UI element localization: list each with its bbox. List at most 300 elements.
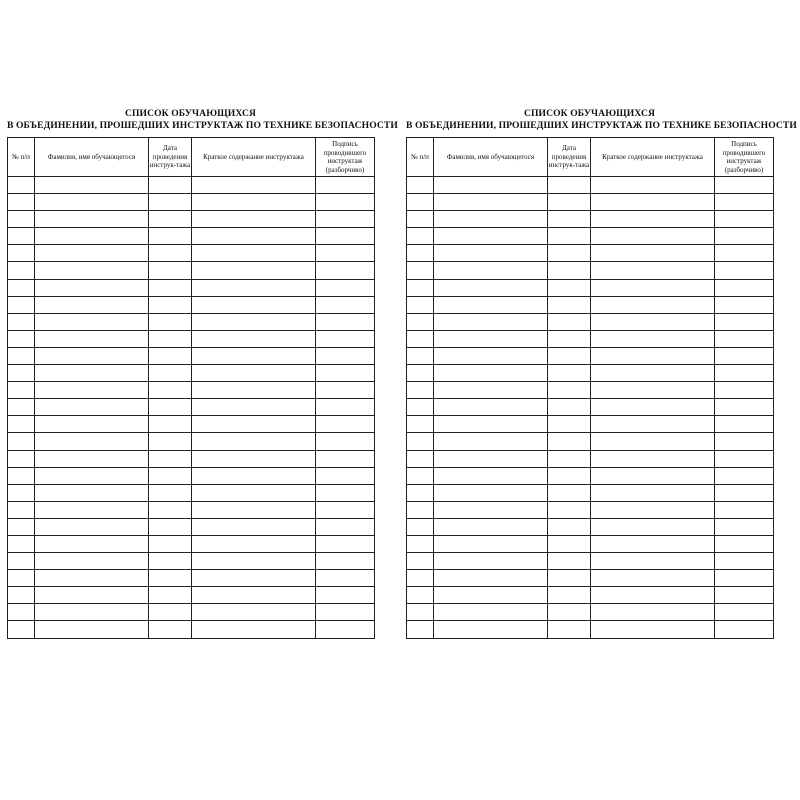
cell-signature[interactable]	[715, 296, 774, 313]
table-row	[8, 518, 375, 535]
cell-signature[interactable]	[715, 262, 774, 279]
table-row	[407, 194, 774, 211]
cell-student-name[interactable]	[35, 484, 149, 501]
cell-student-name[interactable]	[434, 365, 548, 382]
cell-number[interactable]	[8, 177, 35, 194]
cell-date[interactable]	[548, 501, 591, 518]
cell-date[interactable]	[548, 535, 591, 552]
cell-student-name[interactable]	[434, 347, 548, 364]
cell-signature[interactable]	[715, 535, 774, 552]
cell-signature[interactable]	[715, 587, 774, 604]
cell-number[interactable]	[8, 604, 35, 621]
cell-student-name[interactable]	[35, 570, 149, 587]
cell-student-name[interactable]	[35, 296, 149, 313]
cell-number[interactable]	[407, 621, 434, 638]
cell-student-name[interactable]	[434, 621, 548, 638]
cell-student-name[interactable]	[35, 382, 149, 399]
cell-summary[interactable]	[192, 604, 316, 621]
cell-student-name[interactable]	[35, 587, 149, 604]
cell-summary[interactable]	[192, 416, 316, 433]
table-row	[8, 330, 375, 347]
cell-date[interactable]	[149, 535, 192, 552]
cell-number[interactable]	[8, 330, 35, 347]
cell-student-name[interactable]	[434, 467, 548, 484]
cell-student-name[interactable]	[35, 228, 149, 245]
cell-student-name[interactable]	[434, 570, 548, 587]
cell-number[interactable]	[407, 211, 434, 228]
cell-student-name[interactable]	[434, 211, 548, 228]
cell-date[interactable]	[149, 467, 192, 484]
table-row	[407, 177, 774, 194]
cell-signature[interactable]	[316, 313, 375, 330]
cell-summary[interactable]	[591, 416, 715, 433]
cell-student-name[interactable]	[434, 313, 548, 330]
cell-summary[interactable]	[192, 450, 316, 467]
column-header-number: № п/п	[407, 138, 434, 177]
table-row	[407, 484, 774, 501]
cell-signature[interactable]	[715, 501, 774, 518]
instruction-table	[406, 137, 774, 639]
cell-summary[interactable]	[591, 194, 715, 211]
cell-summary[interactable]	[591, 501, 715, 518]
cell-signature[interactable]	[316, 211, 375, 228]
cell-signature[interactable]	[316, 450, 375, 467]
cell-student-name[interactable]	[434, 330, 548, 347]
cell-student-name[interactable]	[35, 365, 149, 382]
cell-student-name[interactable]	[434, 484, 548, 501]
table-row	[8, 279, 375, 296]
cell-signature[interactable]	[316, 262, 375, 279]
cell-student-name[interactable]	[35, 450, 149, 467]
cell-summary[interactable]	[591, 365, 715, 382]
cell-summary[interactable]	[192, 518, 316, 535]
cell-signature[interactable]	[316, 330, 375, 347]
cell-student-name[interactable]	[35, 553, 149, 570]
cell-summary[interactable]	[591, 211, 715, 228]
cell-summary[interactable]	[591, 467, 715, 484]
cell-date[interactable]	[548, 347, 591, 364]
cell-summary[interactable]	[192, 433, 316, 450]
column-header-student-name: Фамилия, имя обучающегося	[434, 138, 548, 177]
cell-date[interactable]	[548, 330, 591, 347]
cell-student-name[interactable]	[434, 518, 548, 535]
cell-signature[interactable]	[316, 433, 375, 450]
table-row	[407, 433, 774, 450]
cell-date[interactable]	[548, 177, 591, 194]
cell-signature[interactable]	[715, 570, 774, 587]
cell-summary[interactable]	[591, 296, 715, 313]
table-row	[407, 570, 774, 587]
cell-student-name[interactable]	[35, 433, 149, 450]
cell-student-name[interactable]	[434, 416, 548, 433]
cell-student-name[interactable]	[35, 330, 149, 347]
cell-number[interactable]	[407, 484, 434, 501]
cell-signature[interactable]	[316, 365, 375, 382]
cell-signature[interactable]	[715, 347, 774, 364]
cell-date[interactable]	[548, 570, 591, 587]
cell-date[interactable]	[149, 382, 192, 399]
cell-student-name[interactable]	[434, 262, 548, 279]
cell-signature[interactable]	[715, 279, 774, 296]
cell-summary[interactable]	[591, 484, 715, 501]
cell-summary[interactable]	[192, 313, 316, 330]
cell-signature[interactable]	[316, 399, 375, 416]
cell-signature[interactable]	[316, 553, 375, 570]
page-title	[406, 108, 797, 132]
cell-number[interactable]	[407, 296, 434, 313]
cell-signature[interactable]	[316, 518, 375, 535]
cell-number[interactable]	[8, 211, 35, 228]
cell-number[interactable]	[8, 382, 35, 399]
cell-student-name[interactable]	[35, 347, 149, 364]
cell-date[interactable]	[149, 279, 192, 296]
cell-date[interactable]	[149, 177, 192, 194]
cell-signature[interactable]	[316, 604, 375, 621]
cell-number[interactable]	[407, 245, 434, 262]
cell-summary[interactable]	[192, 382, 316, 399]
cell-signature[interactable]	[715, 518, 774, 535]
column-header-date: Дата проведения инструк-тажа	[149, 138, 192, 177]
cell-date[interactable]	[149, 313, 192, 330]
cell-summary[interactable]	[192, 365, 316, 382]
cell-student-name[interactable]	[35, 501, 149, 518]
cell-signature[interactable]	[316, 347, 375, 364]
cell-summary[interactable]	[192, 347, 316, 364]
cell-signature[interactable]	[316, 587, 375, 604]
column-header-signature: Подпись проводившего инструктаж (разборчиво)	[316, 138, 375, 177]
table-row	[8, 553, 375, 570]
column-header-student-name: Фамилия, имя обучающегося	[35, 138, 149, 177]
table-row	[8, 621, 375, 638]
cell-signature[interactable]	[316, 570, 375, 587]
cell-summary[interactable]	[591, 245, 715, 262]
table-row	[8, 194, 375, 211]
cell-number[interactable]	[407, 365, 434, 382]
cell-summary[interactable]	[192, 262, 316, 279]
cell-date[interactable]	[548, 228, 591, 245]
cell-student-name[interactable]	[434, 382, 548, 399]
cell-date[interactable]	[548, 365, 591, 382]
title-line-1: СПИСОК ОБУЧАЮЩИХСЯ	[523, 108, 656, 119]
cell-signature[interactable]	[715, 433, 774, 450]
title-line-2: В ОБЪЕДИНЕНИИ, ПРОШЕДШИХ ИНСТРУКТАЖ ПО ТЕХНИКЕ БЕЗОПАСНОСТИ	[406, 120, 797, 131]
cell-summary[interactable]	[192, 330, 316, 347]
column-header-number: № п/п	[8, 138, 35, 177]
cell-date[interactable]	[149, 245, 192, 262]
cell-student-name[interactable]	[35, 245, 149, 262]
cell-summary[interactable]	[591, 433, 715, 450]
cell-summary[interactable]	[192, 553, 316, 570]
cell-signature[interactable]	[715, 604, 774, 621]
cell-date[interactable]	[149, 553, 192, 570]
cell-number[interactable]	[8, 262, 35, 279]
cell-date[interactable]	[548, 416, 591, 433]
cell-signature[interactable]	[316, 194, 375, 211]
cell-date[interactable]	[548, 450, 591, 467]
cell-signature[interactable]	[316, 382, 375, 399]
cell-student-name[interactable]	[434, 245, 548, 262]
cell-number[interactable]	[8, 518, 35, 535]
cell-date[interactable]	[149, 228, 192, 245]
cell-number[interactable]	[8, 296, 35, 313]
cell-student-name[interactable]	[434, 296, 548, 313]
cell-date[interactable]	[149, 450, 192, 467]
cell-summary[interactable]	[591, 621, 715, 638]
cell-date[interactable]	[149, 399, 192, 416]
cell-summary[interactable]	[192, 228, 316, 245]
cell-number[interactable]	[8, 450, 35, 467]
cell-number[interactable]	[407, 347, 434, 364]
cell-signature[interactable]	[715, 621, 774, 638]
cell-student-name[interactable]	[434, 194, 548, 211]
cell-date[interactable]	[149, 433, 192, 450]
cell-summary[interactable]	[192, 194, 316, 211]
cell-date[interactable]	[548, 313, 591, 330]
cell-signature[interactable]	[316, 228, 375, 245]
cell-number[interactable]	[8, 365, 35, 382]
cell-summary[interactable]	[192, 279, 316, 296]
cell-student-name[interactable]	[35, 604, 149, 621]
cell-summary[interactable]	[192, 177, 316, 194]
cell-date[interactable]	[149, 330, 192, 347]
cell-number[interactable]	[8, 313, 35, 330]
cell-date[interactable]	[548, 587, 591, 604]
cell-summary[interactable]	[192, 587, 316, 604]
cell-number[interactable]	[407, 570, 434, 587]
cell-number[interactable]	[407, 604, 434, 621]
cell-date[interactable]	[548, 467, 591, 484]
cell-date[interactable]	[548, 621, 591, 638]
cell-date[interactable]	[548, 553, 591, 570]
cell-number[interactable]	[407, 228, 434, 245]
cell-summary[interactable]	[192, 399, 316, 416]
column-header-date: Дата проведения инструк-тажа	[548, 138, 591, 177]
cell-number[interactable]	[8, 553, 35, 570]
cell-signature[interactable]	[715, 467, 774, 484]
cell-student-name[interactable]	[35, 262, 149, 279]
cell-summary[interactable]	[192, 570, 316, 587]
cell-number[interactable]	[407, 587, 434, 604]
cell-number[interactable]	[407, 535, 434, 552]
cell-summary[interactable]	[192, 245, 316, 262]
cell-number[interactable]	[407, 467, 434, 484]
cell-student-name[interactable]	[35, 518, 149, 535]
cell-signature[interactable]	[715, 313, 774, 330]
cell-date[interactable]	[149, 365, 192, 382]
cell-student-name[interactable]	[35, 467, 149, 484]
cell-date[interactable]	[548, 518, 591, 535]
cell-signature[interactable]	[715, 330, 774, 347]
cell-summary[interactable]	[591, 262, 715, 279]
cell-signature[interactable]	[715, 553, 774, 570]
cell-summary[interactable]	[192, 535, 316, 552]
cell-summary[interactable]	[591, 535, 715, 552]
table-row	[8, 604, 375, 621]
cell-student-name[interactable]	[35, 279, 149, 296]
cell-summary[interactable]	[591, 399, 715, 416]
cell-signature[interactable]	[715, 194, 774, 211]
cell-signature[interactable]	[715, 211, 774, 228]
cell-signature[interactable]	[316, 501, 375, 518]
table-row	[407, 365, 774, 382]
cell-student-name[interactable]	[434, 501, 548, 518]
cell-number[interactable]	[8, 570, 35, 587]
cell-number[interactable]	[407, 382, 434, 399]
cell-date[interactable]	[149, 518, 192, 535]
cell-summary[interactable]	[591, 313, 715, 330]
cell-number[interactable]	[8, 279, 35, 296]
cell-date[interactable]	[548, 262, 591, 279]
cell-summary[interactable]	[192, 467, 316, 484]
cell-number[interactable]	[8, 587, 35, 604]
cell-signature[interactable]	[316, 177, 375, 194]
cell-number[interactable]	[407, 194, 434, 211]
cell-signature[interactable]	[316, 416, 375, 433]
cell-signature[interactable]	[316, 245, 375, 262]
cell-number[interactable]	[407, 518, 434, 535]
cell-date[interactable]	[548, 296, 591, 313]
cell-date[interactable]	[149, 587, 192, 604]
table-row	[8, 313, 375, 330]
cell-summary[interactable]	[192, 501, 316, 518]
cell-number[interactable]	[8, 467, 35, 484]
cell-student-name[interactable]	[35, 194, 149, 211]
cell-student-name[interactable]	[35, 313, 149, 330]
cell-signature[interactable]	[316, 484, 375, 501]
cell-number[interactable]	[407, 313, 434, 330]
cell-student-name[interactable]	[35, 416, 149, 433]
cell-summary[interactable]	[591, 518, 715, 535]
cell-date[interactable]	[548, 211, 591, 228]
cell-student-name[interactable]	[35, 211, 149, 228]
cell-summary[interactable]	[192, 296, 316, 313]
cell-summary[interactable]	[591, 177, 715, 194]
cell-summary[interactable]	[591, 587, 715, 604]
cell-summary[interactable]	[591, 450, 715, 467]
cell-date[interactable]	[548, 382, 591, 399]
cell-date[interactable]	[548, 399, 591, 416]
column-header-signature: Подпись проводившего инструктаж (разборчиво)	[715, 138, 774, 177]
cell-date[interactable]	[548, 433, 591, 450]
cell-number[interactable]	[8, 194, 35, 211]
cell-number[interactable]	[407, 416, 434, 433]
cell-student-name[interactable]	[434, 433, 548, 450]
cell-student-name[interactable]	[434, 587, 548, 604]
cell-summary[interactable]	[192, 621, 316, 638]
cell-signature[interactable]	[316, 279, 375, 296]
cell-number[interactable]	[407, 501, 434, 518]
cell-summary[interactable]	[192, 484, 316, 501]
cell-date[interactable]	[548, 245, 591, 262]
cell-signature[interactable]	[715, 450, 774, 467]
cell-number[interactable]	[8, 535, 35, 552]
cell-signature[interactable]	[316, 621, 375, 638]
cell-number[interactable]	[8, 228, 35, 245]
cell-signature[interactable]	[715, 365, 774, 382]
cell-summary[interactable]	[591, 279, 715, 296]
cell-number[interactable]	[8, 484, 35, 501]
cell-number[interactable]	[407, 330, 434, 347]
cell-signature[interactable]	[715, 177, 774, 194]
table-row	[8, 382, 375, 399]
cell-date[interactable]	[149, 347, 192, 364]
cell-date[interactable]	[548, 194, 591, 211]
cell-number[interactable]	[8, 245, 35, 262]
cell-signature[interactable]	[715, 416, 774, 433]
cell-number[interactable]	[8, 399, 35, 416]
cell-date[interactable]	[548, 279, 591, 296]
cell-date[interactable]	[149, 194, 192, 211]
cell-student-name[interactable]	[434, 399, 548, 416]
cell-date[interactable]	[149, 621, 192, 638]
cell-date[interactable]	[149, 604, 192, 621]
cell-number[interactable]	[407, 177, 434, 194]
table-row	[8, 570, 375, 587]
cell-date[interactable]	[149, 262, 192, 279]
cell-signature[interactable]	[715, 382, 774, 399]
cell-summary[interactable]	[591, 604, 715, 621]
cell-student-name[interactable]	[35, 535, 149, 552]
cell-student-name[interactable]	[35, 399, 149, 416]
cell-number[interactable]	[407, 399, 434, 416]
cell-date[interactable]	[149, 211, 192, 228]
cell-student-name[interactable]	[434, 177, 548, 194]
cell-summary[interactable]	[192, 211, 316, 228]
cell-signature[interactable]	[715, 484, 774, 501]
cell-date[interactable]	[548, 484, 591, 501]
cell-student-name[interactable]	[434, 604, 548, 621]
cell-summary[interactable]	[591, 570, 715, 587]
cell-number[interactable]	[8, 501, 35, 518]
cell-number[interactable]	[8, 347, 35, 364]
cell-student-name[interactable]	[434, 228, 548, 245]
cell-number[interactable]	[407, 553, 434, 570]
table-row	[407, 262, 774, 279]
cell-student-name[interactable]	[35, 177, 149, 194]
cell-signature[interactable]	[316, 535, 375, 552]
cell-signature[interactable]	[715, 399, 774, 416]
cell-number[interactable]	[407, 279, 434, 296]
cell-student-name[interactable]	[35, 621, 149, 638]
cell-student-name[interactable]	[434, 553, 548, 570]
cell-signature[interactable]	[316, 296, 375, 313]
cell-date[interactable]	[149, 484, 192, 501]
cell-date[interactable]	[149, 296, 192, 313]
cell-number[interactable]	[8, 416, 35, 433]
cell-signature[interactable]	[715, 228, 774, 245]
cell-date[interactable]	[548, 604, 591, 621]
cell-summary[interactable]	[591, 347, 715, 364]
cell-number[interactable]	[407, 450, 434, 467]
cell-signature[interactable]	[715, 245, 774, 262]
cell-number[interactable]	[407, 433, 434, 450]
cell-number[interactable]	[8, 621, 35, 638]
cell-date[interactable]	[149, 570, 192, 587]
cell-student-name[interactable]	[434, 535, 548, 552]
cell-summary[interactable]	[591, 382, 715, 399]
cell-summary[interactable]	[591, 553, 715, 570]
cell-number[interactable]	[407, 262, 434, 279]
cell-date[interactable]	[149, 501, 192, 518]
cell-signature[interactable]	[316, 467, 375, 484]
cell-date[interactable]	[149, 416, 192, 433]
cell-student-name[interactable]	[434, 279, 548, 296]
table-row	[407, 399, 774, 416]
cell-summary[interactable]	[591, 228, 715, 245]
cell-number[interactable]	[8, 433, 35, 450]
cell-summary[interactable]	[591, 330, 715, 347]
cell-student-name[interactable]	[434, 450, 548, 467]
